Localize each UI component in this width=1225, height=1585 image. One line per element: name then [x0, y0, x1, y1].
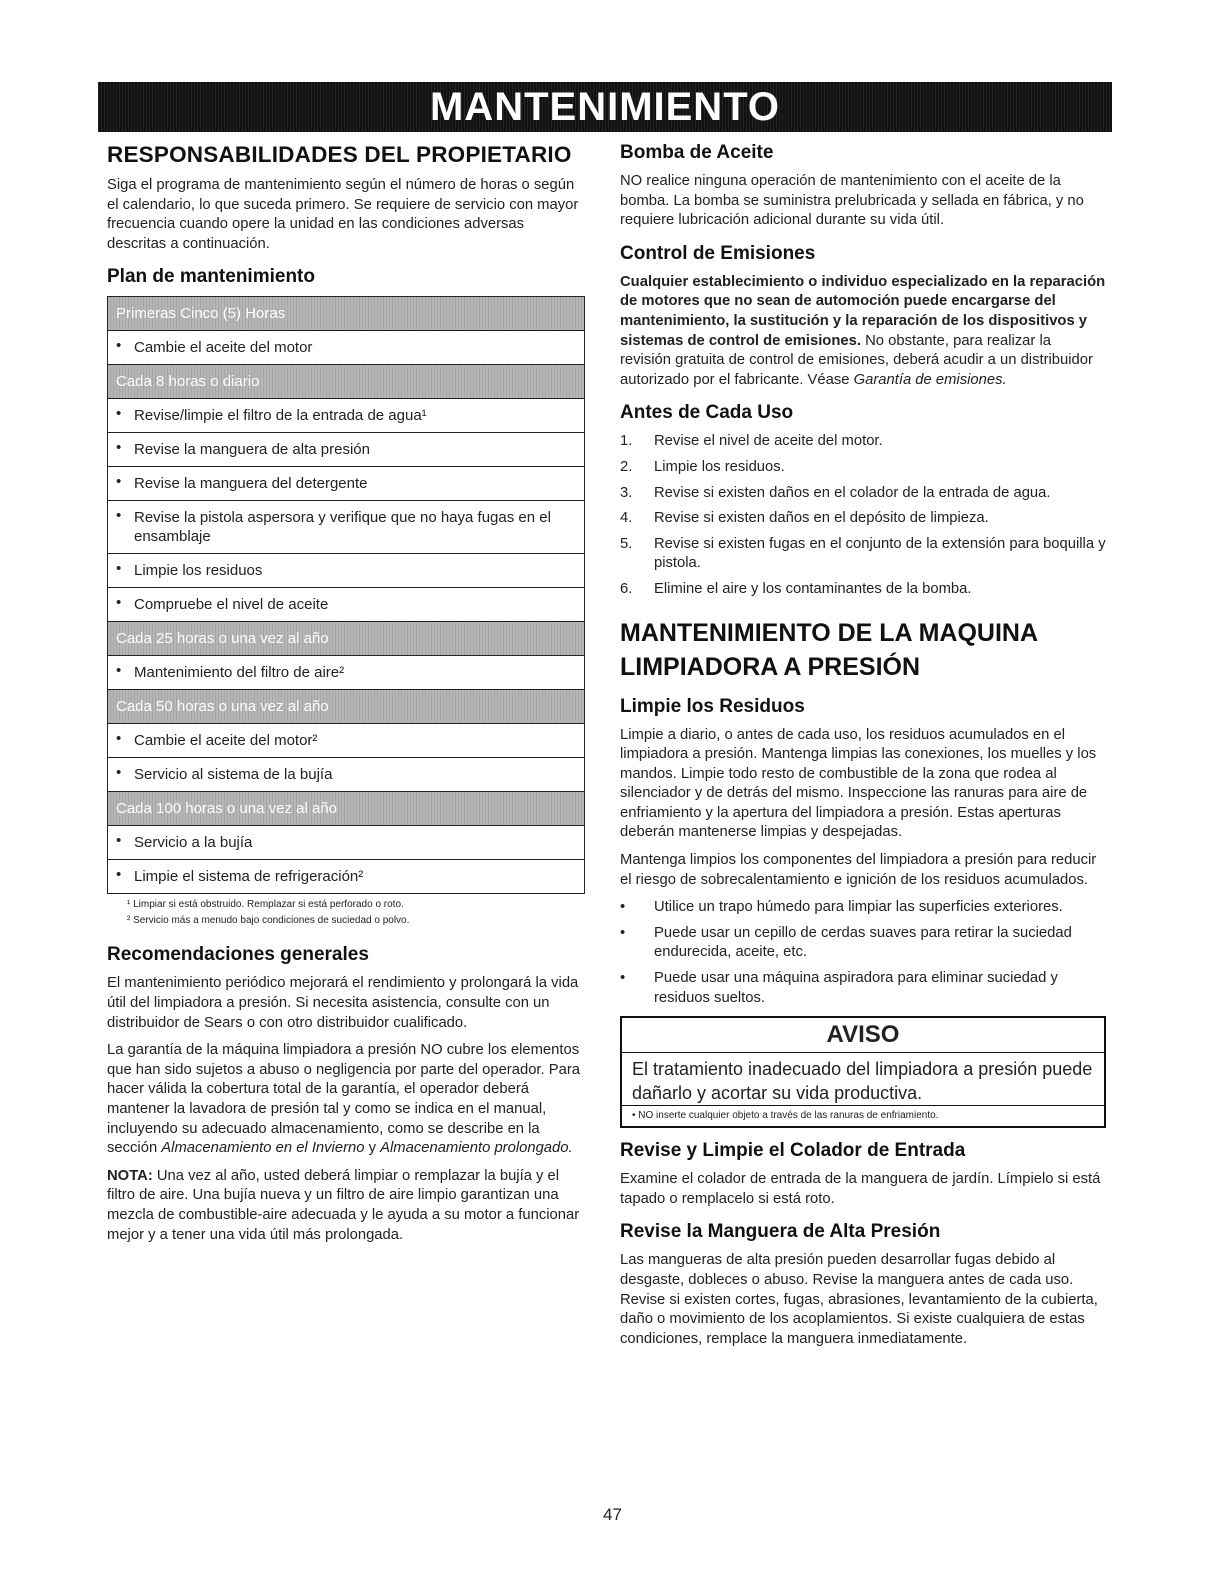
recommendations-note — [107, 1167, 587, 1245]
list-item — [620, 535, 1106, 574]
notice-message: El tratamiento inadecuado del limpiadora a presión puede dañarlo y acortar su vida productiva. — [622, 1053, 1104, 1106]
plan-row — [108, 501, 585, 554]
plan-row-text: Revise la manguera de alta presión — [134, 441, 370, 459]
plan-header: Cada 25 horas o una vez al año — [108, 622, 585, 656]
pump-title: Bomba de Aceite — [620, 142, 774, 163]
right-column — [620, 142, 1106, 1357]
step-text: Elimine el aire y los contaminantes de la bomba. — [654, 580, 972, 597]
hose-title: Revise la Manguera de Alta Presión — [620, 1221, 941, 1243]
note-label: NOTA: — [107, 1167, 153, 1184]
footnote-1: ¹ Limpiar si está obstruido. Remplazar si está perforado o roto. — [127, 899, 404, 911]
plan-header: Primeras Cinco (5) Horas — [108, 297, 585, 331]
plan-row-text: Limpie el sistema de refrigeración² — [134, 868, 364, 886]
plan-row — [108, 758, 585, 792]
step-text: Revise si existen fugas en el conjunto de la extensión para boquilla y pistola. — [654, 535, 1106, 572]
tip-text: Utilice un trapo húmedo para limpiar las superficies exteriores. — [654, 899, 1063, 916]
recommendations-title: Recomendaciones generales — [107, 944, 369, 966]
step-text: Revise si existen daños en el depósito de limpieza. — [654, 510, 989, 527]
list-item — [620, 580, 1106, 600]
plan-row — [108, 588, 585, 622]
plan-row — [108, 331, 585, 365]
bullet: • — [116, 594, 122, 612]
plan-row-text: Servicio a la bujía — [134, 834, 253, 852]
step-text: Revise el nivel de aceite del motor. — [654, 433, 883, 450]
bullet: • — [620, 899, 626, 916]
step-number: 3. — [620, 484, 633, 501]
bullet: • — [116, 337, 122, 355]
bullet: • — [620, 924, 626, 941]
page-number: 47 — [603, 1505, 622, 1524]
clean-debris-p1: Limpie a diario, o antes de cada uso, los residuos acumulados en el limpiadora a presión. Mantenga limpias las conexiones, los muelles y los mandos. Limpie todo resto de combustible de la zona que rodea al silenciador y de detrás del mismo. Inspeccione las ranuras para aire de enfriamiento y la apertura del limpiadora a presión. Estas aperturas deberán mantenerse limpias y despejadas. — [620, 726, 1097, 841]
step-number: 6. — [620, 580, 633, 597]
list-item — [620, 924, 1106, 963]
step-number: 5. — [620, 535, 633, 552]
plan-title: Plan de mantenimiento — [107, 266, 315, 288]
notice-title: AVISO — [622, 1018, 1104, 1053]
machine-maintenance-title-line1: MANTENIMIENTO DE LA MAQUINA — [620, 618, 1039, 647]
machine-maintenance-title — [620, 616, 1106, 684]
owner-title: RESPONSABILIDADES DEL PROPIETARIO — [107, 142, 572, 167]
bullet: • — [116, 832, 122, 850]
plan-row-text: Servicio al sistema de la bujía — [134, 766, 333, 784]
plan-row — [108, 656, 585, 690]
storage-winter-ref: Almacenamiento en el Invierno — [161, 1140, 365, 1157]
notice-sub: • NO inserte cualquier objeto a través de las ranuras de enfriamiento. — [632, 1110, 939, 1122]
section-banner: MANTENIMIENTO — [98, 82, 1112, 132]
cleaning-tips-list — [620, 898, 1106, 1008]
tip-text: Puede usar una máquina aspiradora para eliminar suciedad y residuos sueltos. — [654, 970, 1058, 1006]
plan-row-text: Revise la manguera del detergente — [134, 475, 368, 493]
recommendations-p2 — [107, 1041, 587, 1159]
list-item — [620, 898, 1106, 918]
bullet: • — [116, 405, 122, 423]
strainer-title: Revise y Limpie el Colador de Entrada — [620, 1140, 966, 1162]
plan-row-text: Cambie el aceite del motor — [134, 339, 313, 357]
plan-row-text: Revise la pistola aspersora y verifique que no haya fugas en el ensamblaje — [134, 509, 551, 546]
step-number: 2. — [620, 458, 633, 475]
emissions-body: No obstante, para realizar la revisión gratuita de control de emisiones, deberá acudir a un distribuidor autorizado por el fabricante. Véase — [620, 332, 1093, 388]
bullet: • — [116, 507, 122, 525]
bullet: • — [116, 866, 122, 884]
conjunction: y — [368, 1140, 376, 1157]
plan-header: Cada 8 horas o diario — [108, 365, 585, 399]
step-number: 1. — [620, 433, 633, 450]
bullet: • — [116, 439, 122, 457]
notice-box — [620, 1016, 1106, 1128]
plan-row — [108, 467, 585, 501]
list-item — [620, 509, 1106, 529]
list-item — [620, 484, 1106, 504]
footnote-2: ² Servicio más a menudo bajo condiciones de suciedad o polvo. — [127, 915, 410, 927]
plan-row — [108, 724, 585, 758]
bullet: • — [116, 473, 122, 491]
bullet: • — [116, 662, 122, 680]
clean-debris-title: Limpie los Residuos — [620, 695, 805, 717]
list-item — [620, 432, 1106, 452]
plan-header: Cada 50 horas o una vez al año — [108, 690, 585, 724]
plan-row — [108, 860, 585, 894]
list-item — [620, 969, 1106, 1008]
tip-text: Puede usar un cepillo de cerdas suaves para retirar la suciedad endurecida, aceite, etc. — [654, 924, 1072, 961]
strainer-text: Examine el colador de entrada de la manguera de jardín. Límpielo si está tapado o remplacelo si está roto. — [620, 1171, 1101, 1207]
step-text: Revise si existen daños en el colador de la entrada de agua. — [654, 484, 1051, 501]
emissions-title: Control de Emisiones — [620, 242, 816, 264]
list-item — [620, 458, 1106, 478]
emissions-text — [620, 273, 1106, 391]
hose-text: Las mangueras de alta presión pueden desarrollar fugas debido al desgaste, dobleces o abuso. Revise la manguera antes de cada uso. Revise si existen cortes, fugas, abrasiones, levantamiento de la cubierta, daño o movimiento de los acoplamientos. Si existe cualquiera de estas condiciones, remplace la manguera inmediatamente. — [620, 1252, 1098, 1347]
emissions-warranty-ref: Garantía de emisiones. — [853, 371, 1007, 388]
plan-row — [108, 433, 585, 467]
left-column — [107, 142, 587, 1253]
pump-text: NO realice ninguna operación de mantenimiento con el aceite de la bomba. La bomba se suministra prelubricada y sellada en fábrica, y no requiere lubricación adicional durante su vida útil. — [620, 173, 1084, 229]
before-use-title: Antes de Cada Uso — [620, 402, 794, 424]
machine-maintenance-title-line2: LIMPIADORA A PRESIÓN — [620, 652, 921, 681]
plan-row — [108, 399, 585, 433]
bullet: • — [620, 970, 626, 987]
emissions-bold: Cualquier establecimiento o individuo especializado en la reparación de motores que no sean de automoción puede encargarse del mantenimiento, la sustitución y la reparación de los dispositivos y sistemas de control de emisiones. — [620, 273, 1106, 349]
recommendations-p1: El mantenimiento periódico mejorará el rendimiento y prolongará la vida útil del limpiadora a presión. Si necesita asistencia, consulte con un distribuidor de Sears o con otro distribuidor cualificado. — [107, 975, 579, 1031]
maintenance-plan-table — [107, 296, 585, 894]
bullet: • — [116, 560, 122, 578]
owner-text: Siga el programa de mantenimiento según el número de horas o según el calendario, lo que suceda primero. Se requiere de servicio con mayor frecuencia cuando opere la unidad en las condiciones adversas descritas a continuación. — [107, 177, 579, 252]
plan-row — [108, 826, 585, 860]
plan-row-text: Limpie los residuos — [134, 562, 263, 580]
note-text: Una vez al año, usted deberá limpiar o remplazar la bujía y el filtro de aire. Una bujía nueva y un filtro de aire limpio garantizan una mezcla de combustible-aire adecuada y le ayuda a su motor a funcionar mejor y a tener una vida útil más prolongada. — [107, 1167, 580, 1243]
plan-row-text: Revise/limpie el filtro de la entrada de agua¹ — [134, 407, 427, 425]
plan-header: Cada 100 horas o una vez al año — [108, 792, 585, 826]
bullet: • — [116, 764, 122, 782]
plan-row-text: Compruebe el nivel de aceite — [134, 596, 329, 614]
storage-long-ref: Almacenamiento prolongado. — [380, 1140, 573, 1157]
clean-debris-p2: Mantenga limpios los componentes del limpiadora a presión para reducir el riesgo de sobrecalentamiento e ignición de los residuos acumulados. — [620, 852, 1097, 888]
bullet: • — [116, 730, 122, 748]
plan-row — [108, 554, 585, 588]
step-text: Limpie los residuos. — [654, 458, 785, 475]
recommendations-p2-text: La garantía de la máquina limpiadora a presión NO cubre los elementos que han sido sujetos a abuso o negligencia por parte del operador. Para hacer válida la cobertura total de la garantía, el operador deberá mantener la lavadora de presión tal y como se indica en el manual, incluyendo su adecuado almacenamiento, como se describe en la sección — [107, 1042, 581, 1157]
plan-row-text: Cambie el aceite del motor² — [134, 732, 318, 750]
plan-row-text: Mantenimiento del filtro de aire² — [134, 664, 345, 682]
step-number: 4. — [620, 510, 633, 527]
before-use-list — [620, 432, 1106, 599]
